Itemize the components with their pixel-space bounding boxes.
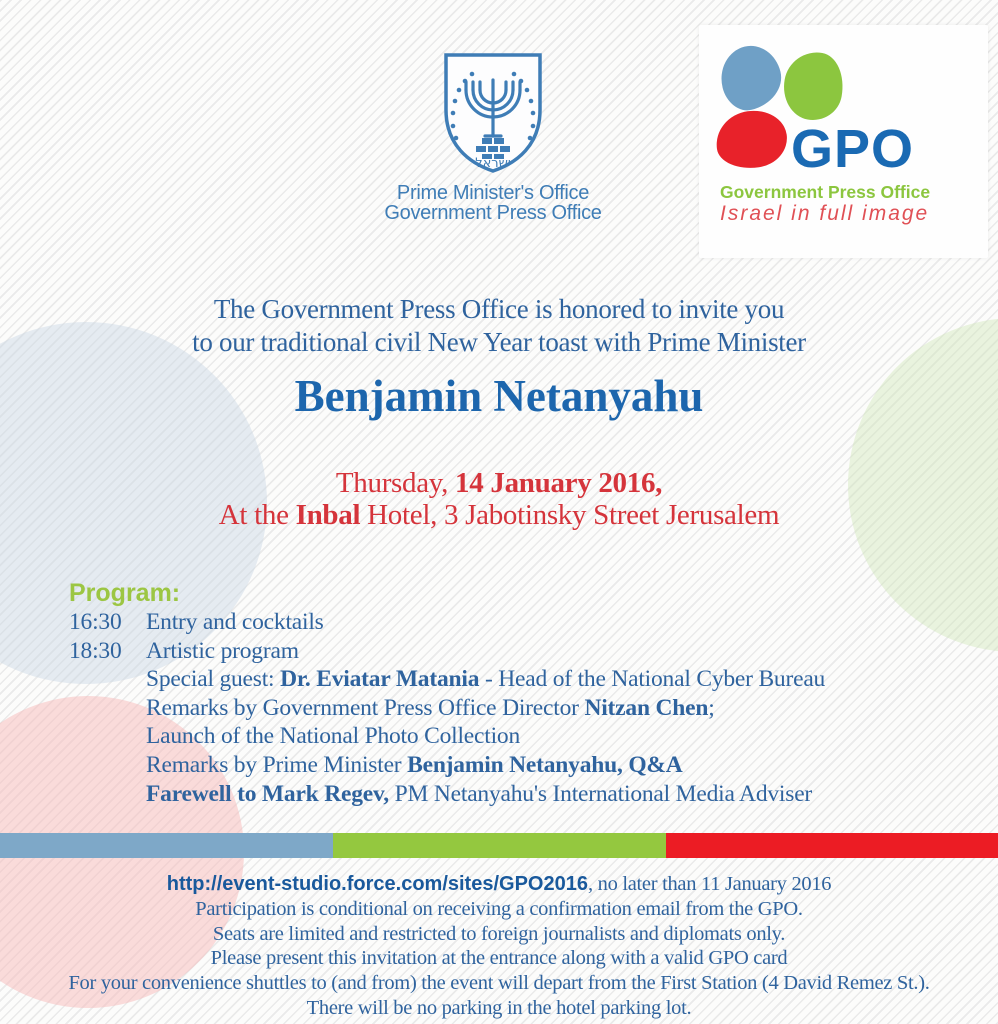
gpo-pebble-green-icon <box>779 47 849 124</box>
registration-url[interactable]: http://event-studio.force.com/sites/GPO2016 <box>166 873 588 895</box>
program-list <box>69 608 969 808</box>
gpo-pebble-red-icon <box>712 106 790 172</box>
program-text: Artistic program <box>146 637 299 664</box>
program-row <box>69 694 969 723</box>
program-text: Special guest: Dr. Eviatar Matania - Head of the National Cyber Bureau <box>146 666 826 693</box>
program-row <box>69 780 969 809</box>
program-text: Remarks by Prime Minister Benjamin Netanyahu, Q&A <box>146 751 683 778</box>
program-time: 16:30 <box>69 609 122 635</box>
gpo-office-line: Government Press Office <box>384 201 602 224</box>
gpo-logo <box>699 25 988 258</box>
stripe-red-segment <box>666 833 998 858</box>
footer-line: For your convenience shuttles to (and from) the event will depart from the First Station (4 David Remez St.). <box>68 972 930 995</box>
pmo-emblem-block <box>373 50 613 223</box>
program-row <box>69 608 969 637</box>
program-label: Program: <box>69 579 181 607</box>
stripe-green-segment <box>333 833 666 858</box>
event-date-venue <box>0 467 998 531</box>
invitation-intro <box>0 293 998 359</box>
footer-line: http://event-studio.force.com/sites/GPO2016, no later than 11 January 2016 <box>166 873 832 895</box>
intro-line-1: The Government Press Office is honored to invite you <box>213 294 785 324</box>
program-text: Launch of the National Photo Collection <box>146 723 520 750</box>
program-text: Remarks by Government Press Office Director Nitzan Chen; <box>146 694 715 721</box>
program-time: 18:30 <box>69 637 122 664</box>
intro-line-2: to our traditional civil New Year toast with Prime Minister <box>192 327 806 357</box>
pmo-office-line: Prime Minister's Office <box>396 182 590 204</box>
footer-line: Seats are limited and restricted to foreign journalists and diplomats only. <box>212 922 786 945</box>
footer-notes <box>0 872 998 1021</box>
program-text: Farewell to Mark Regev, PM Netanyahu's International Media Adviser <box>146 780 813 807</box>
event-venue-line: At the Inbal Hotel, 3 Jabotinsky Street Jerusalem <box>218 499 780 531</box>
gpo-pebble-blue-icon <box>714 40 787 116</box>
footer-line: Participation is conditional on receiving a confirmation email from the GPO. <box>195 897 803 920</box>
emblem-hebrew-label: ישראל <box>475 156 511 171</box>
gpo-org-name: Government Press Office <box>720 182 931 202</box>
footer-line: There will be no parking in the hotel parking lot. <box>306 996 692 1019</box>
israel-state-emblem-icon <box>440 50 546 178</box>
event-date-line: Thursday, 14 January 2016, <box>335 467 663 499</box>
program-row <box>69 665 969 694</box>
program-row <box>69 637 969 666</box>
program-text: Entry and cocktails <box>146 609 324 635</box>
stripe-blue-segment <box>0 833 333 858</box>
footer-line: Please present this invitation at the entrance along with a valid GPO card <box>210 947 788 970</box>
gpo-acronym: GPO <box>791 119 915 179</box>
honoree-name: Benjamin Netanyahu <box>294 371 704 421</box>
gpo-tagline: Israel in full image <box>720 202 930 225</box>
tricolor-stripe-bar <box>0 833 998 858</box>
program-row <box>69 751 969 780</box>
program-row <box>69 722 969 751</box>
